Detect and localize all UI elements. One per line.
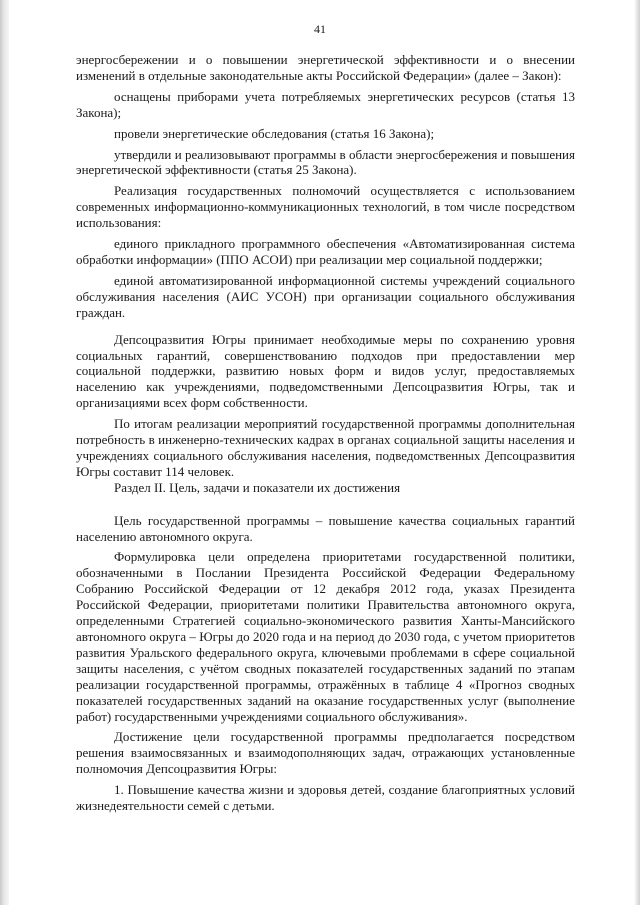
section-heading: Раздел II. Цель, задачи и показатели их достижения	[114, 479, 401, 495]
paragraph: Цель государственной программы – повышение качества социальных гарантий населению автономного округа.	[76, 512, 575, 544]
paragraph: единого прикладного программного обеспечения «Автоматизированная система обработки информации» (ППО АСОИ) при реализации мер социальной поддержки;	[76, 236, 575, 267]
paragraph: энергосбережении и о повышении энергетической эффективности и о внесении изменений в отдельные законодательные акты Российской Федерации» (далее – Закон):	[76, 52, 575, 83]
paragraph: утвердили и реализовывают программы в области энергосбережения и повышения энергетической эффективности (статья 25 Закона).	[76, 146, 575, 178]
paragraph: Формулировка цели определена приоритетами государственной политики, обозначенными в Послании Президента Российской Федерации Федеральному Собранию Российской Федерации от 12 декабря 2012 года, указах Президента Российской Федерации, приоритетами политики Правительства автономного округа, определенными Стратегией социально-экономического развития Ханты-Мансийского автономного округа – Югры до 2020 года и на период до 2030 года, с учетом приоритетов развития Уральского федерального округа, ключевыми проблемами в сфере социальной защиты населения, с учётом сводных показателей государственных заданий по этапам реализации государственной программы, отражённых в таблице 4 «Прогноз сводных показателей государственных заданий на оказание государственных услуг (выполнение работ) государственными учреждениями социального обслуживания».	[76, 549, 575, 724]
paragraph: провели энергетические обследования (статья 16 Закона);	[114, 125, 435, 141]
paragraph: оснащены приборами учета потребляемых энергетических ресурсов (статья 13 Закона);	[76, 88, 575, 120]
list-item: 1. Повышение качества жизни и здоровья детей, создание благоприятных условий жизнедеятельности семей с детьми.	[76, 782, 575, 814]
scan-shadow-right	[634, 0, 640, 905]
paragraph: Реализация государственных полномочий осуществляется с использованием современных информационно-коммуникационных технологий, в том числе посредством использования:	[76, 183, 575, 231]
document-body	[76, 52, 575, 814]
paragraph: По итогам реализации мероприятий государственной программы дополнительная потребность в инженерно-технических кадрах в органах социальной защиты населения и учреждениях социального обслуживания населения, подведомственных Депсоцразвития Югры составит 114 человек.	[76, 416, 575, 479]
paragraph: Достижение цели государственной программы предполагается посредством решения взаимосвязанных и взаимодополняющих задач, отражающих установленные полномочия Депсоцразвития Югры:	[76, 729, 575, 777]
paragraph: единой автоматизированной информационной системы учреждений социального обслуживания населения (АИС УСОН) при организации социального обслуживания граждан.	[76, 272, 575, 320]
page-number: 41	[314, 22, 326, 36]
scan-shadow-left	[0, 0, 9, 905]
paragraph: Депсоцразвития Югры принимает необходимые меры по сохранению уровня социальных гарантий, совершенствованию подходов при предоставлении мер социальной поддержки, развитию новых форм и видов услуг, предоставляемых населению как учреждениями, подведомственными Депсоцразвития Югры, так и организациями всех форм собственности.	[76, 331, 575, 411]
